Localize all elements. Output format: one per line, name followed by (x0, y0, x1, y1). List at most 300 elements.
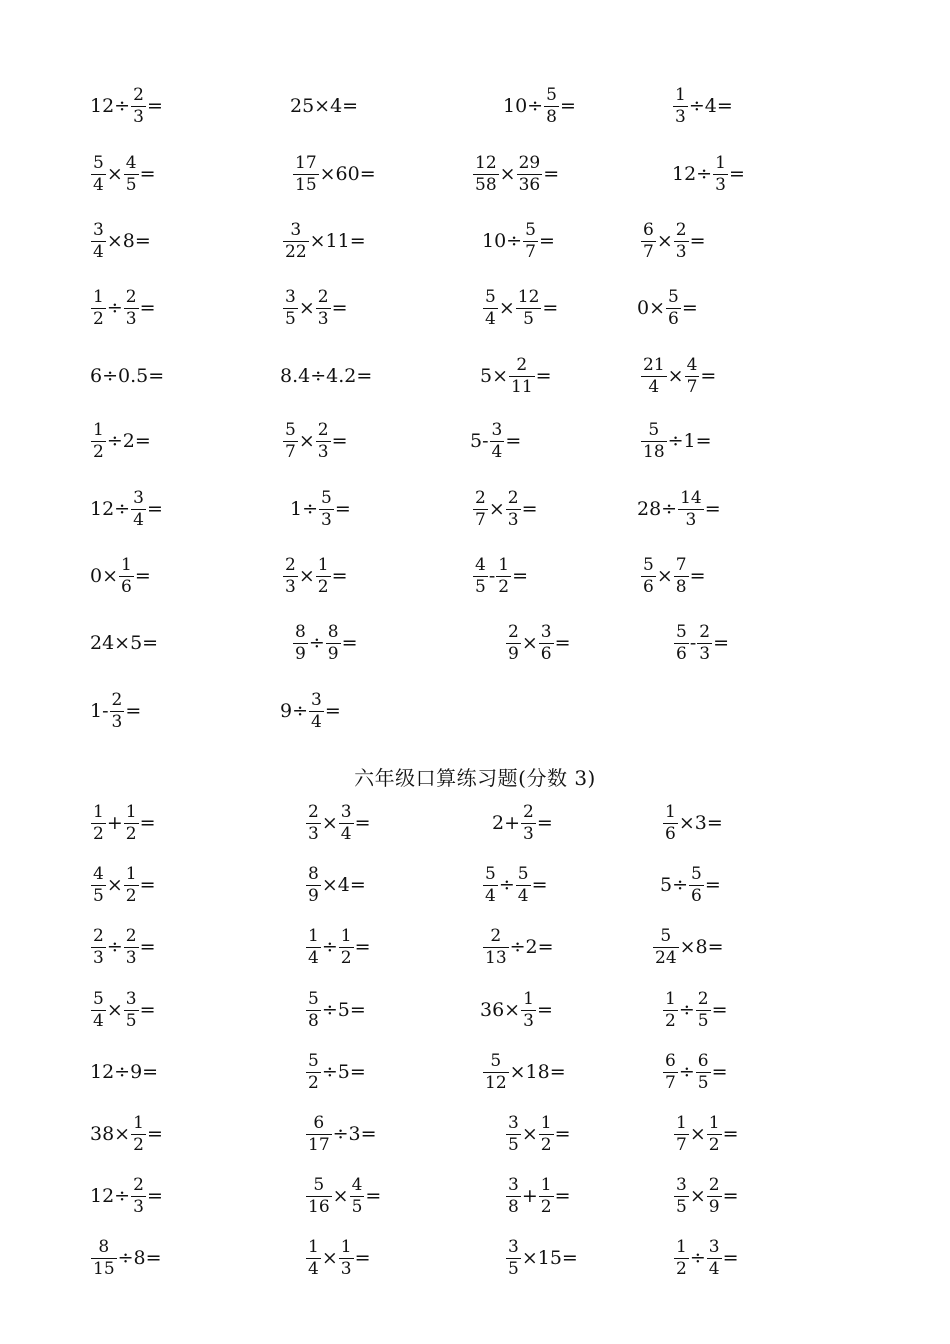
numerator: 6 (643, 219, 654, 240)
numerator: 5 (676, 621, 687, 642)
numerator: 2 (317, 286, 329, 307)
fraction (111, 689, 124, 732)
expression-text: = (554, 1122, 571, 1145)
fraction (545, 84, 558, 127)
expression-text: ÷2= (106, 429, 151, 452)
fraction (340, 1236, 353, 1279)
expression-text: ×8= (679, 935, 724, 958)
numerator: 7 (675, 554, 687, 575)
denominator: 7 (676, 1134, 687, 1155)
fraction (310, 689, 323, 732)
problem (282, 286, 348, 329)
numerator: 5 (308, 988, 319, 1009)
numerator: 5 (485, 286, 496, 307)
expression-text: × (298, 429, 315, 452)
fraction (307, 1236, 320, 1279)
numerator: 17 (295, 152, 317, 173)
expression-text: ÷ (678, 1060, 695, 1083)
denominator: 5 (676, 1196, 687, 1217)
fraction (642, 354, 666, 397)
expression-text: = (354, 1246, 371, 1269)
problem (90, 554, 151, 597)
denominator: 7 (285, 441, 296, 462)
fraction (307, 925, 320, 968)
expression-text: = (146, 94, 163, 117)
problem (280, 689, 341, 732)
problem (505, 1112, 571, 1155)
fraction (654, 925, 678, 968)
problem (505, 1236, 578, 1279)
denominator: 5 (285, 308, 296, 329)
fraction (294, 152, 318, 195)
problem (90, 84, 163, 127)
numerator: 3 (676, 1174, 687, 1195)
numerator: 1 (665, 801, 676, 822)
expression-text: 0× (637, 296, 666, 319)
denominator: 15 (295, 174, 317, 195)
fraction (484, 286, 497, 329)
denominator: 7 (665, 1072, 676, 1093)
problem (640, 219, 706, 262)
numerator: 1 (93, 801, 104, 822)
expression-text: = (711, 1060, 728, 1083)
problem (480, 988, 553, 1031)
problem (280, 364, 373, 387)
numerator: 21 (643, 354, 665, 375)
numerator: 1 (93, 419, 104, 440)
numerator: 2 (508, 621, 519, 642)
numerator: 1 (93, 286, 104, 307)
denominator: 2 (317, 576, 329, 597)
expression-text: = (134, 564, 151, 587)
fraction (507, 621, 520, 664)
problem (305, 1050, 366, 1093)
expression-text: ×8= (106, 229, 151, 252)
numerator: 2 (125, 286, 137, 307)
expression-text: = (139, 998, 156, 1021)
problem (640, 554, 706, 597)
numerator: 5 (308, 1050, 319, 1071)
fraction (642, 219, 655, 262)
expression-text: = (704, 497, 721, 520)
numerator: 4 (125, 152, 137, 173)
problem (505, 1174, 571, 1217)
numerator: 8 (98, 1236, 110, 1257)
denominator: 3 (285, 576, 296, 597)
denominator: 9 (708, 1196, 720, 1217)
expression-text: ÷2= (509, 935, 554, 958)
denominator: 3 (523, 1010, 534, 1031)
fraction (307, 1112, 331, 1155)
expression-text: = (331, 296, 348, 319)
problem (90, 689, 142, 732)
denominator: 3 (317, 308, 329, 329)
fraction (92, 925, 105, 968)
fraction (675, 1112, 688, 1155)
numerator: 1 (708, 1112, 720, 1133)
problem (90, 1060, 159, 1083)
expression-text: × (321, 1246, 338, 1269)
problem (472, 554, 528, 597)
numerator: 1 (540, 1112, 552, 1133)
numerator: 2 (133, 1174, 144, 1195)
problem (90, 925, 156, 968)
denominator: 18 (643, 441, 665, 462)
fraction (540, 1112, 553, 1155)
expression-text: = (536, 811, 553, 834)
expression-text: 2+ (492, 811, 521, 834)
expression-text: × (298, 564, 315, 587)
fraction (714, 152, 727, 195)
denominator: 2 (340, 947, 352, 968)
expression-text: 12÷9= (90, 1060, 159, 1083)
problem (637, 286, 698, 329)
fraction (284, 286, 297, 329)
fraction (320, 487, 333, 530)
expression-text: = (689, 564, 706, 587)
fraction (92, 1236, 116, 1279)
problem (90, 988, 156, 1031)
denominator: 4 (708, 1258, 720, 1279)
problem (90, 152, 156, 195)
denominator: 2 (708, 1134, 720, 1155)
numerator: 5 (490, 1050, 502, 1071)
fraction (92, 419, 105, 462)
fraction (510, 354, 534, 397)
denominator: 2 (125, 823, 137, 844)
numerator: 8 (308, 863, 319, 884)
numerator: 3 (340, 801, 352, 822)
denominator: 24 (655, 947, 677, 968)
expression-text: 6÷0.5= (90, 364, 165, 387)
numerator: 1 (340, 925, 352, 946)
expression-text: = (139, 935, 156, 958)
expression-text: = (538, 229, 555, 252)
numerator: 5 (643, 554, 654, 575)
fraction (284, 554, 297, 597)
numerator: 1 (676, 1112, 687, 1133)
numerator: 1 (125, 863, 137, 884)
fraction (474, 554, 487, 597)
denominator: 2 (308, 1072, 319, 1093)
denominator: 3 (111, 711, 123, 732)
numerator: 1 (340, 1236, 352, 1257)
numerator: 2 (516, 354, 528, 375)
fraction (697, 1050, 710, 1093)
expression-text: 12÷ (90, 497, 131, 520)
numerator: 3 (508, 1174, 519, 1195)
numerator: 2 (699, 621, 711, 642)
expression-text: × (488, 497, 505, 520)
expression-text: 10÷ (482, 229, 523, 252)
numerator: 3 (491, 419, 503, 440)
fraction (132, 487, 145, 530)
fraction (675, 219, 688, 262)
numerator: 1 (498, 554, 510, 575)
problem (90, 1112, 163, 1155)
expression-text: 1- (90, 699, 109, 722)
fraction (708, 1112, 721, 1155)
fraction (675, 554, 688, 597)
denominator: 17 (308, 1134, 330, 1155)
expression-text: = (125, 699, 142, 722)
numerator: 12 (475, 152, 497, 173)
denominator: 6 (668, 308, 679, 329)
denominator: 3 (699, 643, 711, 664)
denominator: 4 (641, 376, 667, 396)
expression-text: = (689, 229, 706, 252)
denominator: 2 (540, 1196, 552, 1217)
expression-text: 0× (90, 564, 119, 587)
fraction (327, 621, 340, 664)
fraction (307, 1050, 320, 1093)
numerator: 1 (665, 988, 676, 1009)
expression-text: × (667, 364, 684, 387)
problem (472, 152, 560, 195)
problem (660, 863, 721, 906)
problem (652, 925, 724, 968)
problem (282, 554, 348, 597)
numerator: 4 (686, 354, 698, 375)
numerator: 8 (295, 621, 306, 642)
denominator: 4 (517, 885, 529, 906)
denominator: 36 (518, 174, 541, 195)
fraction (675, 1174, 688, 1217)
numerator: 5 (517, 863, 529, 884)
problem (292, 621, 358, 664)
fraction (540, 1174, 553, 1217)
denominator: 8 (675, 576, 687, 597)
expression-text: ÷4= (688, 94, 733, 117)
fraction (474, 487, 487, 530)
problem (672, 152, 745, 195)
expression-text: = (324, 699, 341, 722)
expression-text: 5- (470, 429, 489, 452)
fraction (507, 1236, 520, 1279)
expression-text: × (498, 296, 515, 319)
fraction (517, 863, 530, 906)
expression-text: = (722, 1246, 739, 1269)
denominator: 4 (133, 509, 144, 530)
expression-text: = (512, 564, 528, 587)
numerator: 2 (697, 988, 709, 1009)
numerator: 2 (475, 487, 486, 508)
expression-text: ×3= (678, 811, 723, 834)
fraction (92, 863, 105, 906)
fraction (132, 84, 145, 127)
fraction (675, 621, 688, 664)
numerator: 3 (93, 219, 104, 240)
problem (90, 1236, 162, 1279)
problem (672, 84, 733, 127)
denominator: 3 (125, 308, 137, 329)
denominator: 5 (125, 174, 137, 195)
expression-text: = (331, 564, 348, 587)
fraction (540, 621, 553, 664)
fraction (690, 863, 703, 906)
expression-text: = (543, 162, 560, 185)
fraction (125, 863, 138, 906)
fraction (484, 1050, 508, 1093)
numerator: 5 (525, 219, 536, 240)
problem (482, 863, 548, 906)
expression-text: + (521, 1184, 538, 1207)
denominator: 11 (511, 376, 533, 397)
numerator: 5 (285, 419, 296, 440)
denominator: 4 (340, 823, 352, 844)
denominator: 5 (508, 1258, 519, 1279)
expression-text: 10÷ (503, 94, 544, 117)
expression-text: + (106, 811, 123, 834)
fraction (484, 863, 497, 906)
problem (90, 631, 159, 654)
fraction (284, 219, 308, 262)
numerator: 2 (111, 689, 123, 710)
expression-text: × (298, 296, 315, 319)
numerator: 5 (93, 988, 104, 1009)
fraction (491, 419, 504, 462)
numerator: 2 (317, 419, 329, 440)
expression-text: ÷1= (667, 429, 712, 452)
fraction (507, 1112, 520, 1155)
denominator: 7 (475, 509, 486, 530)
expression-text: = (139, 162, 156, 185)
expression-text: ÷3= (332, 1122, 377, 1145)
problem (482, 286, 559, 329)
denominator: 58 (475, 174, 497, 195)
numerator: 14 (680, 487, 702, 508)
fraction (522, 801, 535, 844)
fraction (474, 152, 498, 195)
numerator: 1 (540, 1174, 552, 1195)
problem (662, 801, 723, 844)
problem (637, 487, 721, 530)
fraction (125, 925, 138, 968)
fraction (294, 621, 307, 664)
expression-text: × (106, 998, 123, 1021)
fraction (92, 988, 105, 1031)
denominator: 6 (643, 576, 654, 597)
denominator: 4 (491, 441, 503, 462)
problem (640, 354, 717, 397)
denominator: 3 (523, 823, 534, 844)
numerator: 1 (676, 1236, 687, 1257)
numerator: 1 (121, 554, 132, 575)
fraction (497, 554, 510, 597)
fraction (92, 286, 105, 329)
numerator: 5 (546, 84, 557, 105)
numerator: 2 (93, 925, 104, 946)
denominator: 2 (676, 1258, 687, 1279)
denominator: 7 (686, 376, 698, 397)
fraction (125, 152, 138, 195)
section-title: 六年级口算练习题(分数 3) (354, 766, 596, 790)
numerator: 2 (523, 801, 534, 822)
fraction (307, 801, 320, 844)
numerator: 5 (668, 286, 679, 307)
fraction (307, 1174, 331, 1217)
numerator: 4 (93, 863, 104, 884)
problem (292, 152, 376, 195)
expression-text: 12÷ (90, 94, 131, 117)
numerator: 2 (133, 84, 144, 105)
problem (305, 863, 366, 906)
problem (90, 487, 163, 530)
expression-text: × (499, 162, 516, 185)
expression-text: × (332, 1184, 349, 1207)
numerator: 4 (351, 1174, 363, 1195)
denominator: 4 (485, 885, 496, 906)
denominator: 5 (475, 576, 486, 597)
denominator: 2 (540, 1134, 552, 1155)
expression-text: ÷5= (321, 998, 366, 1021)
numerator: 6 (665, 1050, 676, 1071)
denominator: 22 (285, 241, 307, 262)
denominator: 5 (697, 1072, 709, 1093)
denominator: 3 (133, 1196, 144, 1217)
expression-text: = (331, 429, 348, 452)
expression-text: = (139, 873, 156, 896)
denominator: 4 (93, 1010, 104, 1031)
denominator: 4 (311, 711, 322, 732)
expression-text: = (711, 998, 728, 1021)
numerator: 3 (540, 621, 552, 642)
expression-text: 25×4= (290, 94, 359, 117)
expression-text: = (536, 998, 553, 1021)
fraction (92, 152, 105, 195)
expression-text: = (365, 1184, 382, 1207)
expression-text: × (106, 162, 123, 185)
numerator: 5 (691, 863, 702, 884)
denominator: 5 (351, 1196, 363, 1217)
problem (470, 419, 522, 462)
problem (282, 219, 366, 262)
expression-text: = (521, 497, 538, 520)
problem (282, 419, 348, 462)
denominator: 3 (340, 1258, 352, 1279)
fraction (518, 152, 542, 195)
denominator: 3 (321, 509, 332, 530)
problem (503, 84, 576, 127)
numerator: 3 (708, 1236, 720, 1257)
fraction (524, 219, 537, 262)
expression-text: ÷ (321, 935, 338, 958)
problem (305, 1112, 377, 1155)
expression-text: = (681, 296, 698, 319)
fraction (132, 1112, 145, 1155)
expression-text: 8.4÷4.2= (280, 364, 373, 387)
expression-text: 24×5= (90, 631, 159, 654)
fraction (698, 621, 711, 664)
numerator: 4 (475, 554, 486, 575)
fraction (92, 801, 105, 844)
numerator: 2 (285, 554, 296, 575)
expression-text: = (559, 94, 576, 117)
fraction (517, 286, 541, 329)
expression-text: = (146, 497, 163, 520)
numerator: 2 (490, 925, 502, 946)
numerator: 3 (311, 689, 322, 710)
problem (673, 1174, 739, 1217)
expression-text: = (146, 1122, 163, 1145)
expression-text: 5× (480, 364, 509, 387)
denominator: 9 (327, 643, 339, 664)
fraction (664, 801, 677, 844)
denominator: 2 (93, 308, 104, 329)
problem (662, 1050, 728, 1093)
expression-text: × (656, 564, 673, 587)
expression-text: = (139, 811, 156, 834)
